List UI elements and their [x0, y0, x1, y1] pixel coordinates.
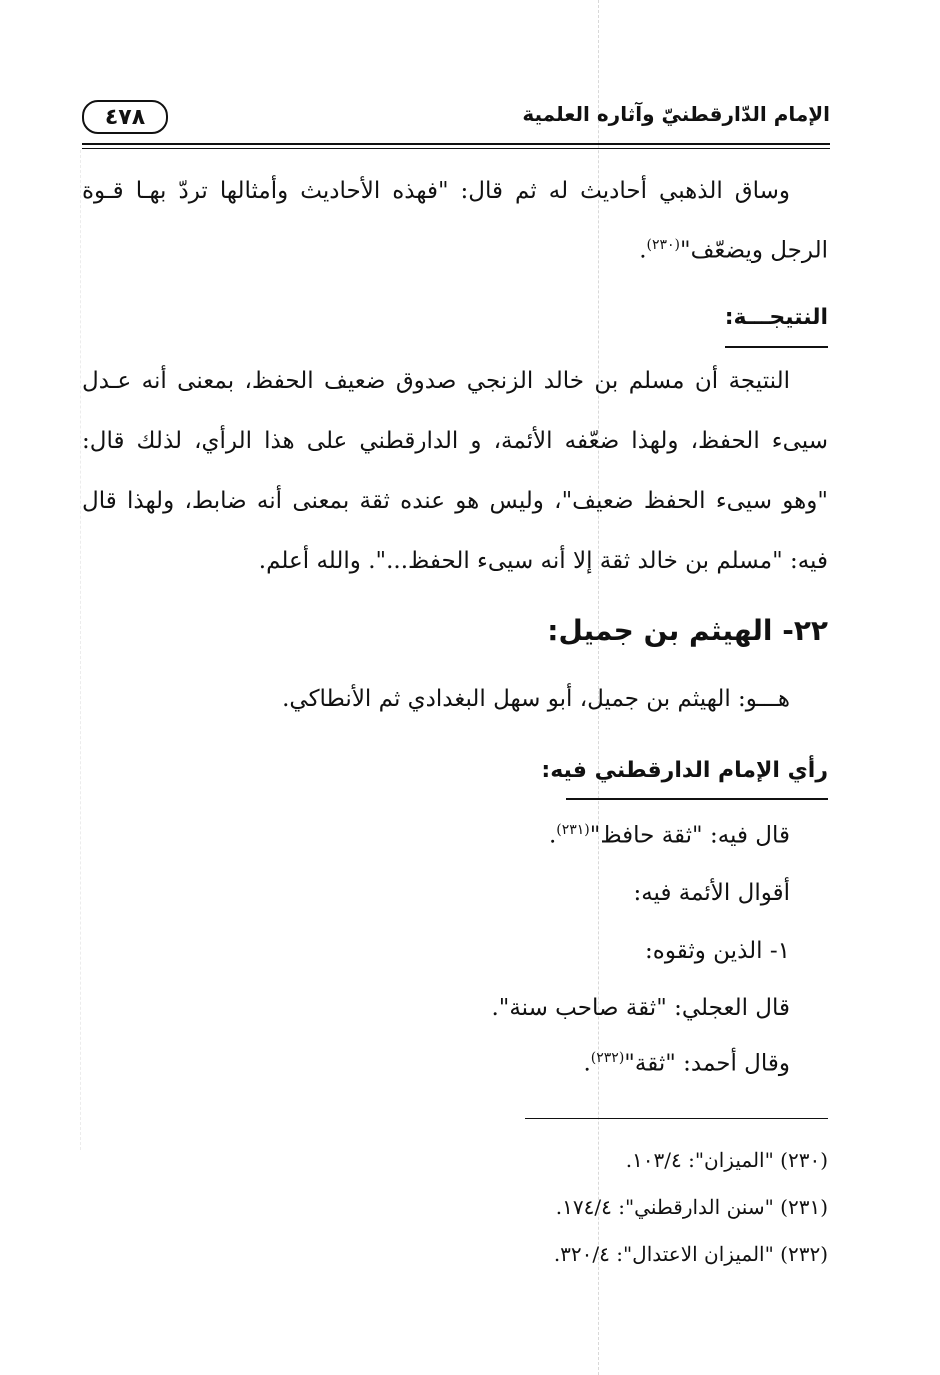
heading-underline [725, 346, 828, 348]
sentence-end: . [548, 822, 557, 849]
paragraph-line: وساق الذهبي أحاديث له ثم قال: "فهذه الأحاديث وأمثالها تردّ بهـا قـوة [82, 178, 790, 204]
heading-underline [566, 798, 828, 800]
header-rule-thin [82, 148, 830, 149]
scan-artifact-line [80, 150, 81, 1150]
paragraph-line: فيه: "مسلم بن خالد ثقة إلا أنه سيىء الحفظ...". والله أعلم. [258, 548, 828, 574]
quote-text: قال فيه: "ثقة حافظ" [589, 822, 790, 849]
paragraph-text: الرجل ويضعّف" [680, 237, 828, 264]
section-heading: النتيجـــة: [724, 305, 828, 330]
footnote: (٢٣١) "سنن الدارقطني": ١٧٤/٤. [555, 1195, 828, 1219]
footnote: (٢٣٠) "الميزان": ١٠٣/٤. [625, 1148, 828, 1172]
sentence-end: . [639, 237, 647, 264]
footnote-ref: (٢٣١) [556, 822, 590, 838]
page-header [82, 98, 830, 142]
entry-heading: ٢٢- الهيثم بن جميل: [547, 614, 828, 647]
subsection-heading: رأي الإمام الدارقطني فيه: [541, 758, 828, 783]
bio-line: هـــو: الهيثم بن جميل، أبو سهل البغدادي ثم الأنطاكي. [282, 686, 790, 712]
text-line: أقوال الأئمة فيه: [633, 880, 790, 906]
quote-text: وقال أحمد: "ثقة" [624, 1050, 790, 1077]
header-rule [82, 143, 830, 145]
footnote-ref: (٢٣٠) [646, 237, 681, 253]
footnote: (٢٣٢) "الميزان الاعتدال": ٣٢٠/٤. [553, 1242, 828, 1266]
quote-line [583, 1050, 790, 1078]
page-number: ٤٧٨ [82, 100, 168, 134]
quote-line [549, 822, 790, 850]
footnote-ref: (٢٣٢) [590, 1050, 625, 1066]
paragraph-line [639, 237, 828, 265]
quote-line: قال العجلي: "ثقة صاحب سنة". [491, 995, 790, 1021]
footnote-separator [525, 1118, 828, 1119]
running-title: الإمام الدّارقطنيّ وآثاره العلمية [522, 102, 830, 126]
list-item: ١- الذين وثقوه: [645, 938, 790, 964]
paragraph-line: سيىء الحفظ، ولهذا ضعّفه الأئمة، و الدارقطني على هذا الرأي، لذلك قال: [82, 428, 828, 454]
sentence-end: . [583, 1050, 591, 1077]
paragraph-line: النتيجة أن مسلم بن خالد الزنجي صدوق ضعيف الحفظ، بمعنى أنه عـدل [82, 368, 790, 394]
paragraph-line: "وهو سيىء الحفظ ضعيف"، وليس هو عنده ثقة بمعنى أنه ضابط، ولهذا قال [82, 488, 828, 514]
